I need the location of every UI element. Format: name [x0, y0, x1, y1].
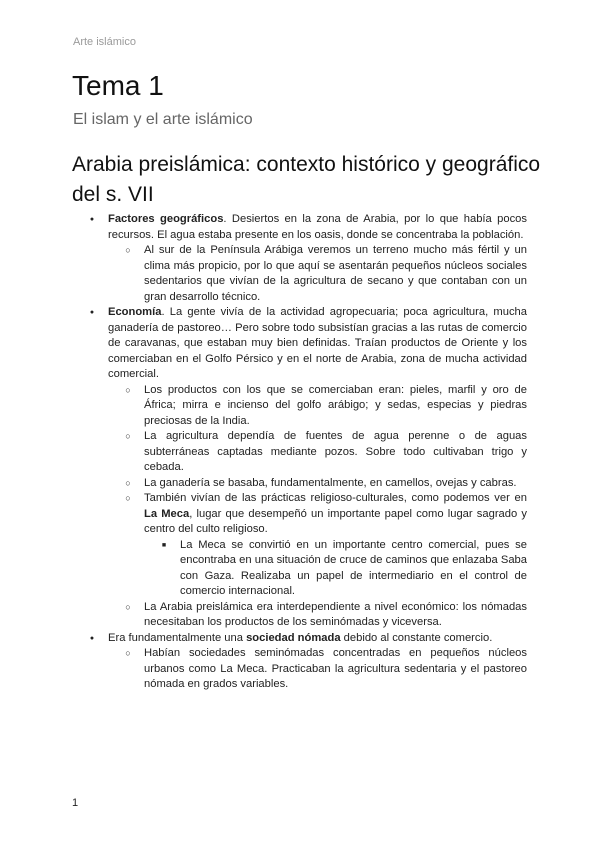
bold-term: Economía	[108, 306, 162, 318]
sub-list	[108, 646, 527, 693]
sub-item	[108, 243, 527, 305]
sub-item-text: La ganadería se basaba, fundamentalmente, en camellos, ovejas y cabras.	[144, 476, 517, 489]
bold-term: Factores geográficos	[108, 213, 224, 225]
sub-item-text: La Arabia preislámica era interdependiente a nivel económico: los nómadas necesitaban los productos de los seminómadas y viceversa.	[144, 600, 527, 628]
sub-item-text: Los productos con los que se comerciaban eran: pieles, marfil y oro de África; mirra e incienso del golfo arábigo; y sedas, especias y piedras preciosas de la India.	[144, 383, 527, 427]
bullet-icon	[86, 631, 98, 648]
bold-term: La Meca	[144, 507, 190, 520]
sub-item	[108, 429, 527, 476]
page-title: Tema 1	[72, 70, 164, 101]
running-header: Arte islámico	[73, 36, 136, 48]
circle-bullet-icon	[122, 243, 134, 259]
item-text: Era fundamentalmente una	[108, 631, 247, 644]
list-item-economia	[72, 305, 527, 631]
sub-list	[108, 243, 527, 305]
sub-item	[108, 476, 527, 492]
sub-item-text: , lugar que desempeñó un importante papel como lugar sagrado y centro del culto religioso.	[144, 507, 527, 535]
circle-bullet-icon	[122, 600, 134, 616]
page-subtitle: El islam y el arte islámico	[73, 111, 253, 128]
sub-item-text: Habían sociedades seminómadas concentradas en pequeños núcleos urbanos como La Meca. Practicaban la agricultura sedentaria y el pastoreo nómada en grados variables.	[144, 647, 527, 690]
bold-term: sociedad nómada	[246, 631, 341, 644]
list-item-sociedad	[72, 631, 527, 693]
circle-bullet-icon	[122, 491, 134, 507]
circle-bullet-icon	[122, 383, 134, 399]
sub-item-la-meca	[108, 491, 527, 600]
item-text: . La gente vivía de la actividad agropecuaria; poca agricultura, mucha ganadería de pastoreo… Pero sobre todo subsistían gracias a las rutas de comercio de caravanas, que estaban muy bien definidas. Traían productos de Oriente y los comerciaban en el Golfo Pérsico y en el norte de Arabia, zona de mucha actividad comercial.	[108, 306, 527, 380]
sub-item	[108, 600, 527, 631]
page-number: 1	[72, 797, 79, 809]
sub-item-text: También vivían de las prácticas religioso-culturales, como podemos ver en	[144, 492, 527, 504]
bullet-list	[72, 212, 527, 693]
square-bullet-icon	[158, 538, 170, 555]
document-body	[72, 212, 527, 693]
item-text: . Desiertos en la zona de Arabia, por lo que había pocos recursos. El agua estaba presente en los oasis, donde se concentraba la población.	[108, 213, 527, 241]
item-text: debido al constante comercio.	[340, 631, 493, 644]
list-item-geografia	[72, 212, 527, 305]
circle-bullet-icon	[122, 476, 134, 492]
section-heading: Arabia preislámica: contexto histórico y geográfico del s. VII	[72, 153, 541, 206]
circle-bullet-icon	[122, 646, 134, 662]
sub-list	[108, 383, 527, 631]
sub-item	[108, 646, 527, 693]
sub-item	[108, 383, 527, 430]
sub-sub-item-text: La Meca se convirtió en un importante centro comercial, pues se encontraba en una situación de cruce de caminos que enlazaba Saba con Gaza. Realizaba un papel de intermediario en el control de comercio internacional.	[180, 538, 527, 597]
circle-bullet-icon	[122, 429, 134, 445]
bullet-icon	[86, 212, 98, 229]
sub-sub-list	[144, 538, 527, 600]
sub-item-text: Al sur de la Península Arábiga veremos un terreno mucho más fértil y un clima más propicio, por lo que aquí se asentarán pequeños núcleos sociales sedentarios que vivían de la agricultura de secano y que contaban con un gran desarrollo técnico.	[144, 244, 527, 303]
sub-sub-item	[144, 538, 527, 600]
sub-item-text: La agricultura dependía de fuentes de agua perenne o de aguas subterráneas captadas mediante pozos. Sobre todo cultivaban trigo y cebada.	[144, 430, 527, 473]
bullet-icon	[86, 305, 98, 322]
